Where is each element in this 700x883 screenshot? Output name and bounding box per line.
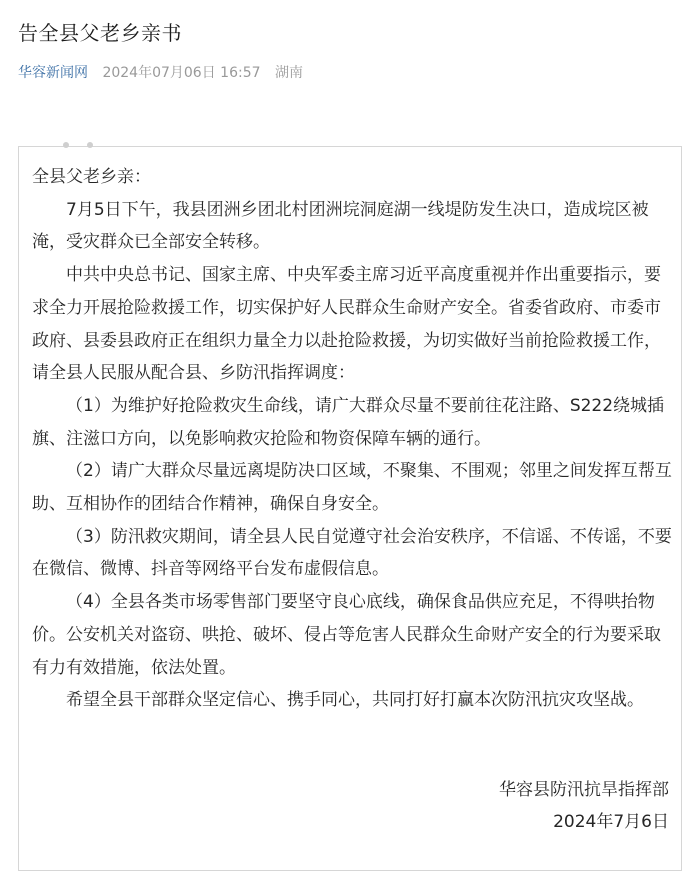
letter-paragraph: 希望全县干部群众坚定信心、携手同心，共同打好打赢本次防汛抗灾攻坚战。 <box>66 690 644 711</box>
region-label: 湖南 <box>274 65 303 81</box>
signature-date: 2024年7月6日 <box>553 812 669 832</box>
letter-signature-block <box>499 774 669 838</box>
letter-paragraph: 7月5日下午，我县团洲乡团北村团洲垸洞庭湖一线堤防发生决口，造成垸区被淹，受灾群众已全部安全转移。 <box>32 199 649 253</box>
article-meta <box>18 63 303 83</box>
letter-greeting: 全县父老乡亲： <box>32 167 151 187</box>
letter-frame <box>18 146 682 871</box>
decorative-dot <box>63 142 69 148</box>
letter-paragraph: （1）为维护好抢险救灾生命线，请广大群众尽量不要前往花注路、S222绕城插旗、注滋口方向，以免影响救灾抢险和物资保障车辆的通行。 <box>32 395 665 449</box>
signature-organization: 华容县防汛抗旱指挥部 <box>499 780 669 800</box>
letter-paragraph: （4）全县各类市场零售部门要坚守良心底线，确保食品供应充足，不得哄抬物价。公安机关对盗窃、哄抢、破坏、侵占等危害人民群众生命财产安全的行为要采取有力有效措施，依法处置。 <box>32 592 661 678</box>
decorative-dot <box>87 142 93 148</box>
source-link[interactable]: 华容新闻网 <box>18 65 88 81</box>
article-title: 告全县父老乡亲书 <box>18 21 182 45</box>
letter-paragraph: （2）请广大群众尽量远离堤防决口区域，不聚集、不围观；邻里之间发挥互帮互助、互相协作的团结合作精神，确保自身安全。 <box>32 461 672 515</box>
letter-paragraph: （3）防汛救灾期间，请全县人民自觉遵守社会治安秩序，不信谣、不传谣，不要在微信、微博、抖音等网络平台发布虚假信息。 <box>32 526 672 580</box>
publish-datetime: 2024年07月06日 16:57 <box>102 65 261 81</box>
letter-body <box>32 161 672 717</box>
letter-paragraph: 中共中央总书记、国家主席、中央军委主席习近平高度重视并作出重要指示，要求全力开展抢险救援工作，切实保护好人民群众生命财产安全。省委省政府、市委市政府、县委县政府正在组织力量全力以赴抢险救援，为切实做好当前抢险救援工作，请全县人民服从配合县、乡防汛指挥调度： <box>32 265 661 384</box>
